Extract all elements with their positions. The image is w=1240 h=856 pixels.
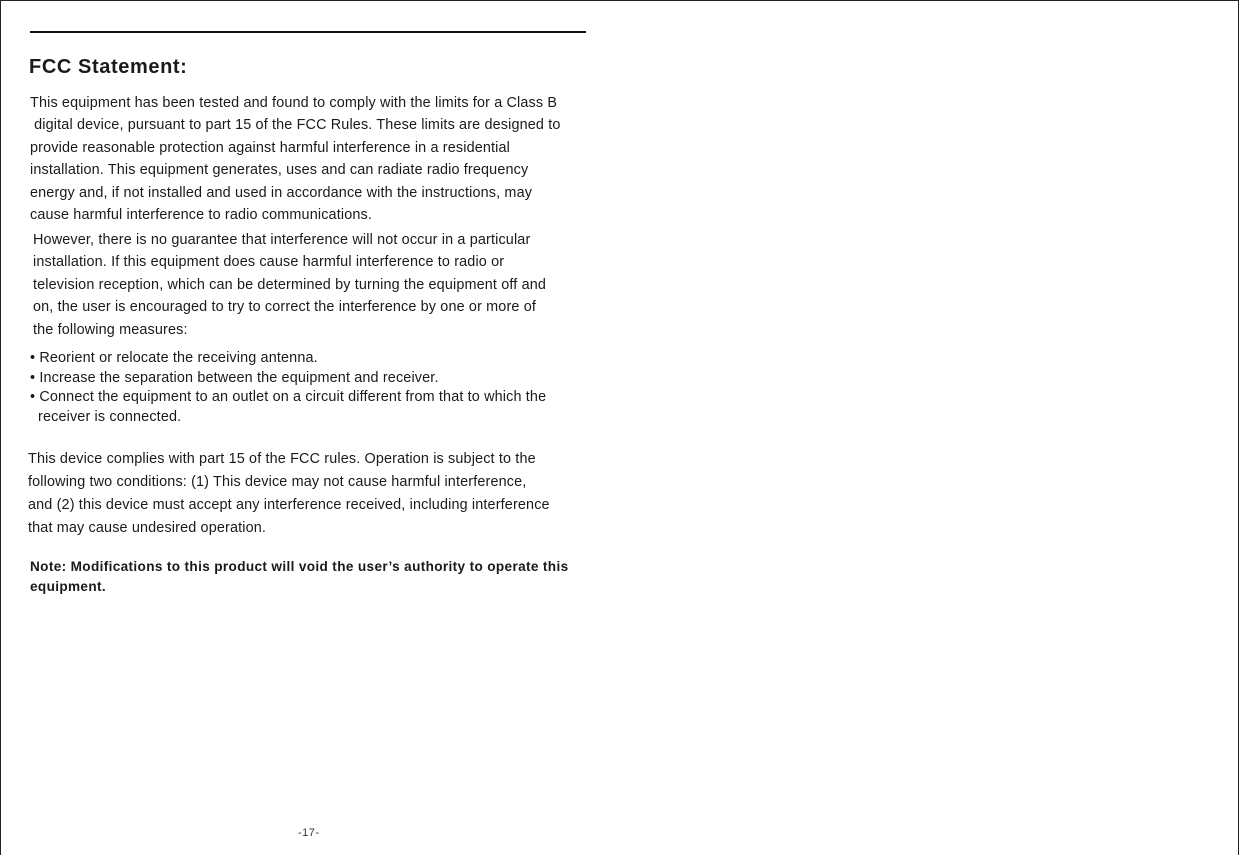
text-line: This equipment has been tested and found to comply with the limits for a Class B: [30, 95, 558, 111]
text-line: on, the user is encouraged to try to correct the interference by one or more of: [33, 299, 536, 316]
text-line: installation. If this equipment does cause harmful interference to radio or: [33, 254, 505, 271]
no-guarantee-paragraph: [33, 229, 546, 341]
text-line: energy and, if not installed and used in accordance with the instructions, may: [30, 184, 533, 201]
text-line: This device complies with part 15 of the FCC rules. Operation is subject to the: [28, 451, 536, 467]
compliance-paragraph: [30, 92, 561, 226]
list-item: • Connect the equipment to an outlet on a circuit different from that to which the: [30, 389, 547, 406]
page-number: -17-: [298, 827, 320, 839]
text-line: digital device, pursuant to part 15 of the FCC Rules. These limits are designed to: [30, 117, 561, 134]
list-item: • Reorient or relocate the receiving antenna.: [30, 350, 318, 366]
text-line: television reception, which can be determined by turning the equipment off and: [33, 276, 547, 293]
measures-list: [30, 349, 546, 427]
text-line: the following measures:: [33, 321, 188, 338]
header-rule: [30, 31, 586, 33]
page-title: FCC Statement:: [29, 56, 188, 78]
text-line: cause harmful interference to radio communications.: [30, 207, 372, 224]
text-line: installation. This equipment generates, uses and can radiate radio frequency: [30, 162, 529, 179]
text-line: equipment.: [30, 578, 107, 594]
list-item-continuation: receiver is connected.: [38, 408, 182, 425]
text-line: following two conditions: (1) This device may not cause harmful interference,: [28, 474, 527, 490]
text-line: that may cause undesired operation.: [28, 520, 267, 536]
modification-note: [30, 557, 569, 596]
text-line: Note: Modifications to this product will void the user’s authority to operate this: [30, 559, 569, 574]
text-line: and (2) this device must accept any interference received, including interference: [28, 497, 550, 513]
text-line: provide reasonable protection against harmful interference in a residential: [30, 139, 511, 156]
list-item: • Increase the separation between the equipment and receiver.: [30, 369, 439, 386]
text-line: However, there is no guarantee that interference will not occur in a particular: [33, 232, 531, 248]
part-15-paragraph: [28, 448, 550, 540]
